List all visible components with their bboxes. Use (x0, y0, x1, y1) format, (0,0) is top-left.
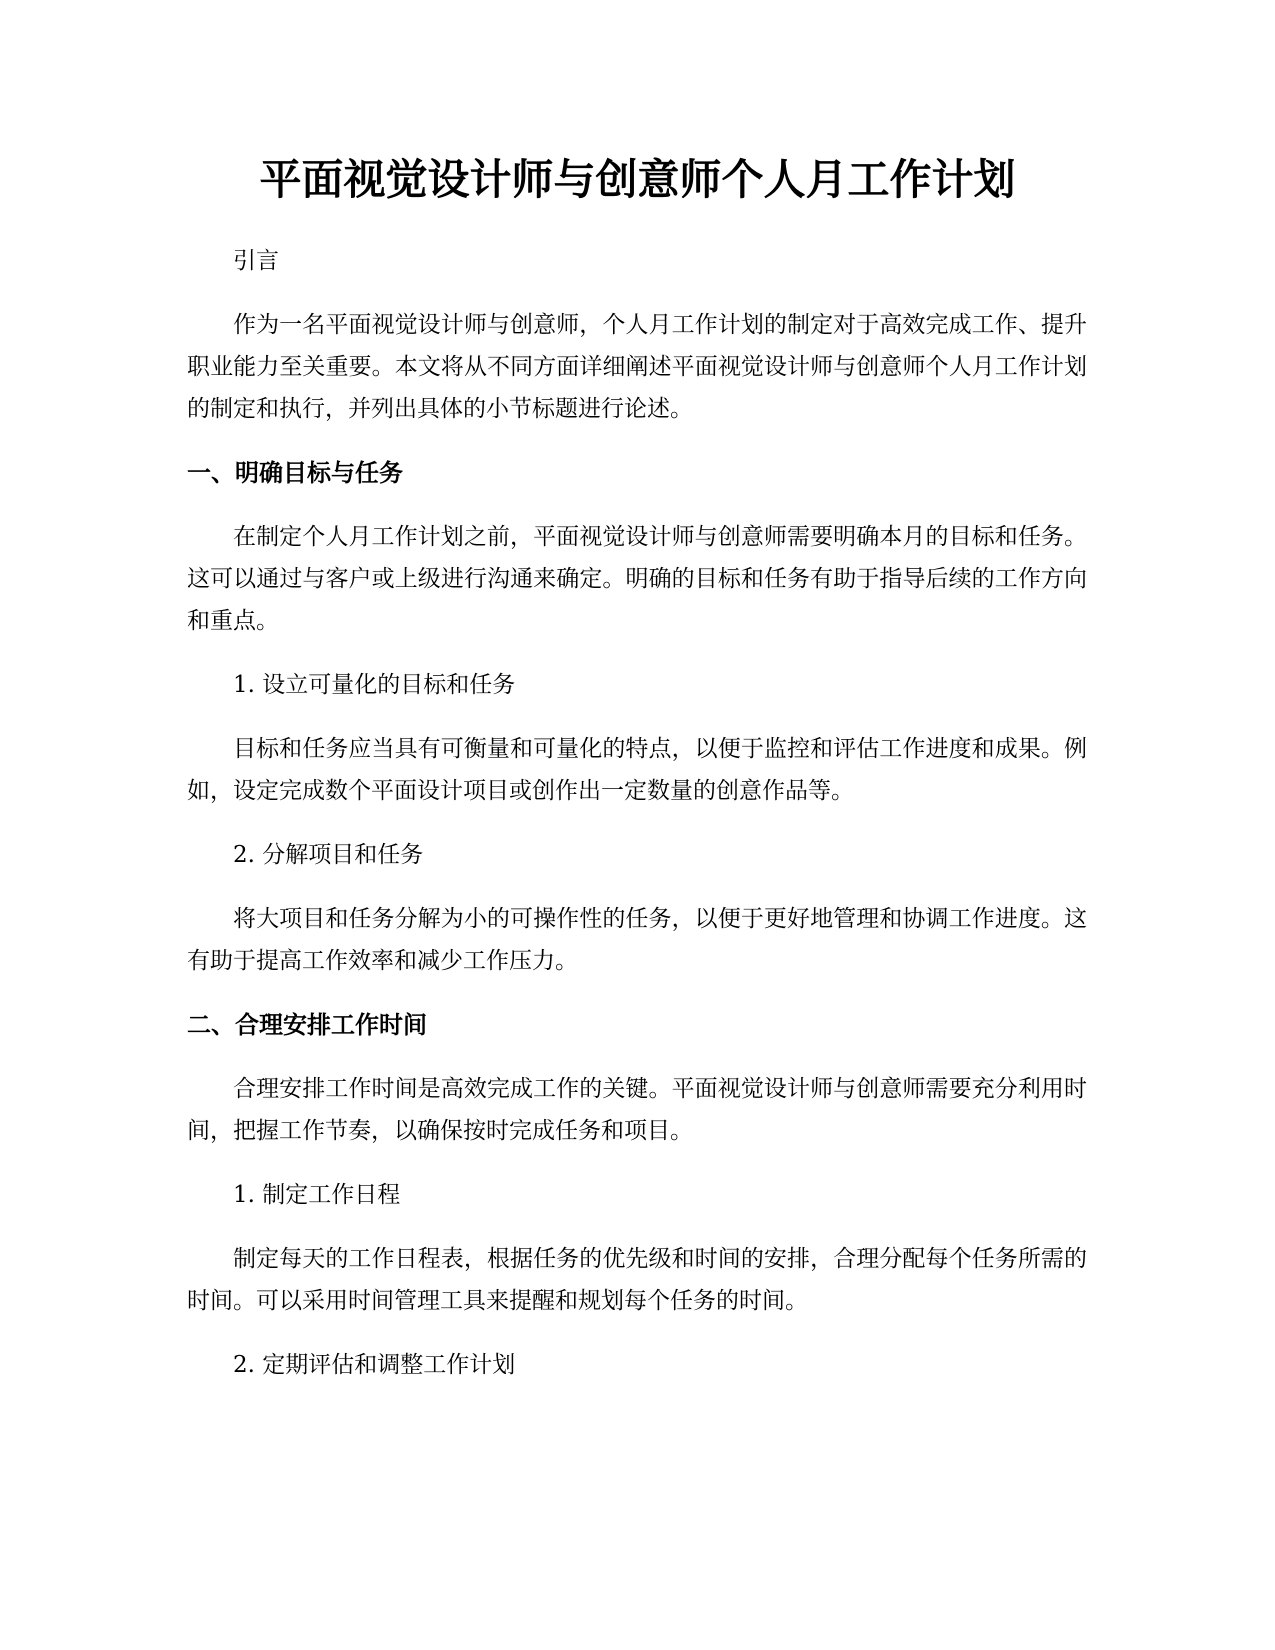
intro-heading: 引言 (233, 248, 279, 274)
section-2-subsection-2-heading: 2. 定期评估和调整工作计划 (233, 1352, 516, 1378)
intro-paragraph: 作为一名平面视觉设计师与创意师，个人月工作计划的制定对于高效完成工作、提升职业能力至关重要。本文将从不同方面详细阐述平面视觉设计师与创意师个人月工作计划的制定和执行，并列出具体的小节标题进行论述。 (187, 312, 1087, 422)
section-1-subsection-2-heading: 2. 分解项目和任务 (233, 842, 424, 868)
section-1-subsection-1-heading: 1. 设立可量化的目标和任务 (233, 672, 516, 698)
section-1-heading: 一、明确目标与任务 (187, 459, 403, 487)
section-2-heading: 二、合理安排工作时间 (187, 1011, 427, 1039)
section-2-subsection-1-paragraph: 制定每天的工作日程表，根据任务的优先级和时间的安排，合理分配每个任务所需的时间。可以采用时间管理工具来提醒和规划每个任务的时间。 (187, 1246, 1087, 1314)
document-title: 平面视觉设计师与创意师个人月工作计划 (259, 155, 1016, 204)
section-1-subsection-2-paragraph: 将大项目和任务分解为小的可操作性的任务，以便于更好地管理和协调工作进度。这有助于提高工作效率和减少工作压力。 (187, 906, 1087, 974)
section-1-paragraph: 在制定个人月工作计划之前，平面视觉设计师与创意师需要明确本月的目标和任务。这可以通过与客户或上级进行沟通来确定。明确的目标和任务有助于指导后续的工作方向和重点。 (187, 524, 1087, 634)
document-body (187, 240, 1087, 1408)
section-2-subsection-1-heading: 1. 制定工作日程 (233, 1182, 401, 1208)
section-2-paragraph: 合理安排工作时间是高效完成工作的关键。平面视觉设计师与创意师需要充分利用时间，把握工作节奏，以确保按时完成任务和项目。 (187, 1076, 1087, 1144)
section-1-subsection-1-paragraph: 目标和任务应当具有可衡量和可量化的特点，以便于监控和评估工作进度和成果。例如，设定完成数个平面设计项目或创作出一定数量的创意作品等。 (187, 736, 1087, 804)
